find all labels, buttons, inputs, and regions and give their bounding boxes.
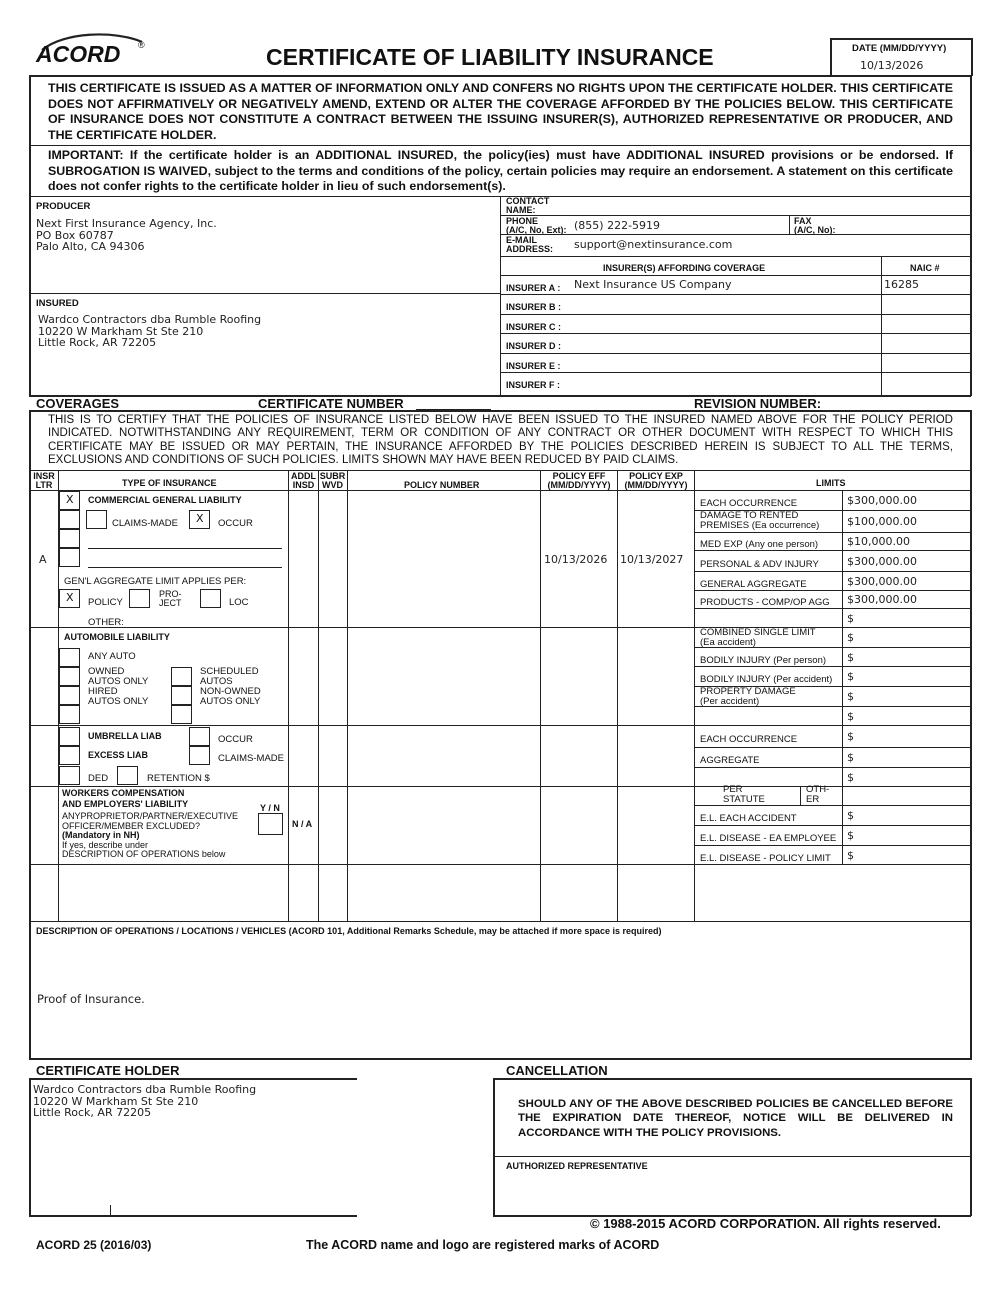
limit-label-line2: (Ea accident): [700, 636, 756, 648]
insr-ltr-header: INSR LTR: [33, 471, 55, 490]
yn-label: Y / N: [260, 803, 280, 813]
retention-checkbox[interactable]: [117, 766, 138, 785]
insurer-label: INSURER D :: [506, 341, 562, 351]
project-checkbox[interactable]: [129, 589, 150, 608]
cgl-checkbox[interactable]: X: [59, 491, 80, 510]
insurer-row-divider: [500, 372, 971, 373]
excluded-yn-box[interactable]: [258, 813, 283, 835]
limit-label: EACH OCCURRENCE: [700, 734, 798, 745]
certificate-number-label: CERTIFICATE NUMBER: [258, 396, 404, 411]
limit-row-divider: [694, 706, 971, 707]
workers-exclusion-question: ANYPROPRIETOR/PARTNER/EXECUTIVE OFFICER/MEMBER EXCLUDED? (Mandatory in NH) If yes, describe under DESCRIPTION OF OPERATIONS below: [62, 811, 239, 859]
any-auto-label: ANY AUTO: [88, 651, 136, 662]
limit-row-divider: [694, 532, 971, 533]
policy-exp-header: POLICY EXP (MM/DD/YYYY): [624, 471, 688, 490]
limit-value: $100,000.00: [847, 515, 917, 528]
umbrella-claims-made-label: CLAIMS-MADE: [218, 753, 284, 764]
retention-label: RETENTION $: [147, 773, 210, 784]
loc-label: LOC: [229, 597, 249, 608]
loc-checkbox[interactable]: [200, 589, 221, 608]
limit-row-divider: [694, 845, 971, 846]
non-owned-autos-label: NON-OWNED AUTOS ONLY: [200, 686, 261, 707]
limit-row-divider: [694, 550, 971, 551]
limit-label: E.L. DISEASE - POLICY LIMIT: [700, 852, 831, 864]
email-value: support@nextinsurance.com: [574, 238, 733, 251]
limit-row-divider: [694, 571, 971, 572]
limit-value: $: [847, 650, 854, 664]
gl-policy-eff: 10/13/2026: [544, 553, 608, 566]
limit-value: $300,000.00: [847, 494, 917, 507]
limit-label: [700, 628, 816, 647]
limit-label-line1: COMBINED SINGLE LIMIT: [700, 627, 816, 638]
insurer-row-divider: [500, 353, 971, 354]
holder-name: Wardco Contractors dba Rumble Roofing: [33, 1083, 257, 1096]
type-header: TYPE OF INSURANCE: [122, 478, 217, 488]
limit-row-divider: [694, 590, 971, 591]
certificate-holder-label: CERTIFICATE HOLDER: [36, 1063, 180, 1078]
limit-value: $300,000.00: [847, 574, 917, 588]
naic-header: NAIC #: [910, 263, 940, 273]
svg-text:®: ®: [138, 40, 145, 50]
limit-label: E.L. EACH ACCIDENT: [700, 813, 797, 824]
gl-row3-checkbox[interactable]: [59, 529, 80, 548]
limit-label: AGGREGATE: [700, 755, 760, 766]
gl-insr-ltr: A: [39, 553, 47, 566]
insurer-label: INSURER E :: [506, 361, 561, 371]
coverages-notice: THIS IS TO CERTIFY THAT THE POLICIES OF INSURANCE LISTED BELOW HAVE BEEN ISSUED TO THE INSURED NAMED ABOVE FOR THE POLICY PERIOD INDICATED. NOTWITHSTANDING ANY REQUIREMENT, TERM OR CONDITION OF ANY CONTRACT OR OTHER DOCUMENT WITH RESPECT TO WHICH THIS CERTIFICATE MAY BE ISSUED OR MAY PERTAIN, THE INSURANCE AFFORDED BY THE POLICIES DESCRIBED HEREIN IS SUBJECT TO ALL THE TERMS, EXCLUSIONS AND CONDITIONS OF SUCH POLICIES. LIMITS SHOWN MAY HAVE BEEN REDUCED BY PAID CLAIMS.: [48, 414, 953, 467]
limit-row-divider: [694, 825, 971, 826]
insurer-label: INSURER A :: [506, 283, 561, 293]
limit-label: PRODUCTS - COMP/OP AGG: [700, 597, 830, 608]
limit-row-divider: [694, 647, 971, 648]
limit-value: $: [847, 709, 854, 723]
insurer-name: Next Insurance US Company: [574, 278, 732, 291]
form-number: ACORD 25 (2016/03): [36, 1238, 152, 1252]
holder-address1: 10220 W Markham St Ste 210: [33, 1095, 199, 1108]
scheduled-autos-label: SCHEDULED AUTOS: [200, 666, 259, 687]
limit-value: $300,000.00: [847, 593, 917, 606]
producer-address1: PO Box 60787: [36, 229, 114, 242]
insurer-label: INSURER B :: [506, 302, 562, 312]
auto-blank-checkbox-2[interactable]: [171, 705, 192, 724]
limit-value: $: [847, 848, 854, 862]
insured-address2: Little Rock, AR 72205: [38, 336, 157, 349]
insurer-row-divider: [500, 294, 971, 295]
auto-liability-label: AUTOMOBILE LIABILITY: [64, 632, 170, 642]
insurers-header: INSURER(S) AFFORDING COVERAGE: [603, 263, 766, 273]
limit-value: $: [847, 631, 854, 644]
coverages-label: COVERAGES: [36, 396, 120, 411]
umbrella-occur-checkbox[interactable]: [189, 727, 210, 746]
revision-number-label: REVISION NUMBER:: [694, 396, 822, 411]
umbrella-occur-label: OCCUR: [218, 734, 253, 745]
policy-label: POLICY: [88, 597, 123, 608]
addl-header: ADDL INSD: [291, 471, 316, 490]
limit-value: $: [847, 690, 854, 703]
ded-label: DED: [88, 773, 109, 784]
gen-agg-applies-label: GEN'L AGGREGATE LIMIT APPLIES PER:: [64, 576, 247, 587]
insurer-row-divider: [500, 333, 971, 334]
hired-autos-label: HIRED AUTOS ONLY: [88, 686, 149, 707]
limit-value: $: [847, 730, 854, 743]
limits-header: LIMITS: [816, 478, 846, 488]
non-owned-autos-checkbox[interactable]: [171, 686, 192, 705]
owned-autos-checkbox[interactable]: [59, 667, 80, 686]
excess-label: EXCESS LIAB: [88, 750, 149, 760]
insured-address1: 10220 W Markham St Ste 210: [38, 325, 204, 338]
date-value: 10/13/2026: [860, 59, 924, 72]
workers-comp-label: WORKERS COMPENSATION AND EMPLOYERS' LIABILITY: [62, 788, 189, 809]
project-label: PRO- JECT: [159, 589, 182, 608]
fax-label: FAX (A/C, No):: [794, 216, 836, 235]
limit-label: MED EXP (Any one person): [700, 539, 819, 550]
limit-label: EACH OCCURRENCE: [700, 498, 798, 509]
insurer-label: INSURER C :: [506, 322, 562, 332]
limit-label: GENERAL AGGREGATE: [700, 578, 807, 590]
per-statute-label: PER STATUTE: [723, 784, 765, 805]
occur-label: OCCUR: [218, 518, 253, 529]
producer-address2: Palo Alto, CA 94306: [36, 240, 145, 253]
insurer-naic: 16285: [884, 278, 919, 291]
phone-value: (855) 222-5919: [574, 219, 661, 232]
limit-label: [700, 511, 819, 530]
important-text: IMPORTANT: If the certificate holder is an ADDITIONAL INSURED, the policy(ies) must have ADDITIONAL INSURED provisions or be endorsed. If SUBROGATION IS WAIVED, subject to the terms and conditions of the policy, certain policies may require an endorsement. A statement on this certificate does not confer rights to the certificate holder in lieu of such endorsement(s).: [48, 148, 953, 194]
umbrella-checkbox[interactable]: [59, 727, 80, 746]
hired-autos-checkbox[interactable]: [59, 686, 80, 705]
owned-autos-label: OWNED AUTOS ONLY: [88, 666, 149, 687]
claims-made-label: CLAIMS-MADE: [112, 518, 178, 529]
policy-eff-header: POLICY EFF (MM/DD/YYYY): [547, 471, 611, 490]
holder-address2: Little Rock, AR 72205: [33, 1106, 152, 1119]
limit-label: BODILY INJURY (Per person): [700, 654, 827, 666]
limit-value: $: [847, 770, 854, 784]
cgl-label: COMMERCIAL GENERAL LIABILITY: [88, 495, 242, 505]
claims-made-checkbox[interactable]: [86, 510, 107, 529]
trademark: The ACORD name and logo are registered marks of ACORD: [306, 1238, 660, 1252]
insured-label: INSURED: [36, 298, 79, 309]
description-label: DESCRIPTION OF OPERATIONS / LOCATIONS / VEHICLES (ACORD 101, Additional Remarks Schedule, may be attached if more space is required): [36, 926, 662, 936]
policy-number-header: POLICY NUMBER: [404, 480, 480, 490]
any-auto-checkbox[interactable]: [59, 648, 80, 667]
phone-label: PHONE (A/C, No, Ext):: [506, 216, 567, 235]
excess-checkbox[interactable]: [59, 746, 80, 765]
authorized-rep-label: AUTHORIZED REPRESENTATIVE: [506, 1161, 648, 1171]
subr-header: SUBR WVD: [319, 471, 346, 490]
auto-blank-checkbox-1[interactable]: [59, 705, 80, 724]
umbrella-label: UMBRELLA LIAB: [88, 731, 162, 741]
contact-name-label: CONTACT NAME:: [506, 196, 550, 215]
limit-value: $10,000.00: [847, 535, 910, 548]
limit-label: PERSONAL & ADV INJURY: [700, 558, 819, 570]
limit-value: $: [847, 829, 854, 842]
insurer-label: INSURER F :: [506, 380, 560, 390]
limit-label-line1: PROPERTY DAMAGE: [700, 686, 796, 697]
date-label: DATE (MM/DD/YYYY): [852, 43, 947, 54]
limit-value: $: [847, 751, 854, 764]
limit-row-divider: [694, 666, 971, 667]
gl-policy-exp: 10/13/2027: [620, 553, 684, 566]
svg-text:ACORD: ACORD: [36, 41, 121, 67]
limit-row-divider: [694, 747, 971, 748]
limit-label-line2: (Per accident): [700, 695, 760, 707]
na-label: N / A: [292, 819, 313, 829]
email-label: E-MAIL ADDRESS:: [506, 235, 554, 254]
limit-label: E.L. DISEASE - EA EMPLOYEE: [700, 833, 837, 844]
gl-row4-checkbox[interactable]: [59, 548, 80, 567]
oth-er-label: OTH- ER: [806, 784, 830, 805]
producer-label: PRODUCER: [36, 201, 91, 212]
insurer-row-divider: [500, 314, 971, 315]
limit-value: $: [847, 809, 854, 822]
limit-row-divider: [694, 608, 971, 609]
scheduled-autos-checkbox[interactable]: [171, 667, 192, 686]
limit-row-divider: [694, 767, 971, 768]
occur-checkbox[interactable]: X: [189, 510, 210, 529]
umbrella-claims-made-checkbox[interactable]: [189, 746, 210, 765]
ded-checkbox[interactable]: [59, 766, 80, 785]
limit-value: $: [847, 611, 854, 625]
producer-name: Next First Insurance Agency, Inc.: [36, 217, 217, 230]
page-title: CERTIFICATE OF LIABILITY INSURANCE: [266, 44, 714, 70]
limit-label-line2: PREMISES (Ea occurrence): [700, 519, 820, 531]
limit-label: BODILY INJURY (Per accident): [700, 674, 833, 685]
insured-name: Wardco Contractors dba Rumble Roofing: [38, 313, 262, 326]
disclaimer-text: THIS CERTIFICATE IS ISSUED AS A MATTER OF INFORMATION ONLY AND CONFERS NO RIGHTS UPON THE CERTIFICATE HOLDER. THIS CERTIFICATE DOES NOT AFFIRMATIVELY OR NEGATIVELY AMEND, EXTEND OR ALTER THE COVERAGE AFFORDED BY THE POLICIES BELOW. THIS CERTIFICATE OF INSURANCE DOES NOT CONSTITUTE A CONTRACT BETWEEN THE ISSUING INSURER(S), AUTHORIZED REPRESENTATIVE OR PRODUCER, AND THE CERTIFICATE HOLDER.: [48, 81, 953, 142]
policy-checkbox[interactable]: X: [59, 589, 80, 608]
cancellation-label: CANCELLATION: [506, 1063, 608, 1078]
copyright: © 1988-2015 ACORD CORPORATION. All rights reserved.: [590, 1216, 941, 1231]
other-label: OTHER:: [88, 617, 124, 628]
limit-label: [700, 687, 796, 706]
limit-value: $300,000.00: [847, 554, 917, 568]
limit-label-line1: DAMAGE TO RENTED: [700, 510, 799, 521]
signature-field[interactable]: [502, 1175, 962, 1211]
description-text: Proof of Insurance.: [37, 992, 145, 1006]
gl-blank-checkbox[interactable]: [59, 510, 80, 529]
limit-value: $: [847, 670, 854, 683]
acord-logo: [34, 28, 152, 74]
cancellation-text: SHOULD ANY OF THE ABOVE DESCRIBED POLICIES BE CANCELLED BEFORE THE EXPIRATION DATE THEREOF, NOTICE WILL BE DELIVERED IN ACCORDANCE WITH THE POLICY PROVISIONS.: [518, 1098, 953, 1139]
